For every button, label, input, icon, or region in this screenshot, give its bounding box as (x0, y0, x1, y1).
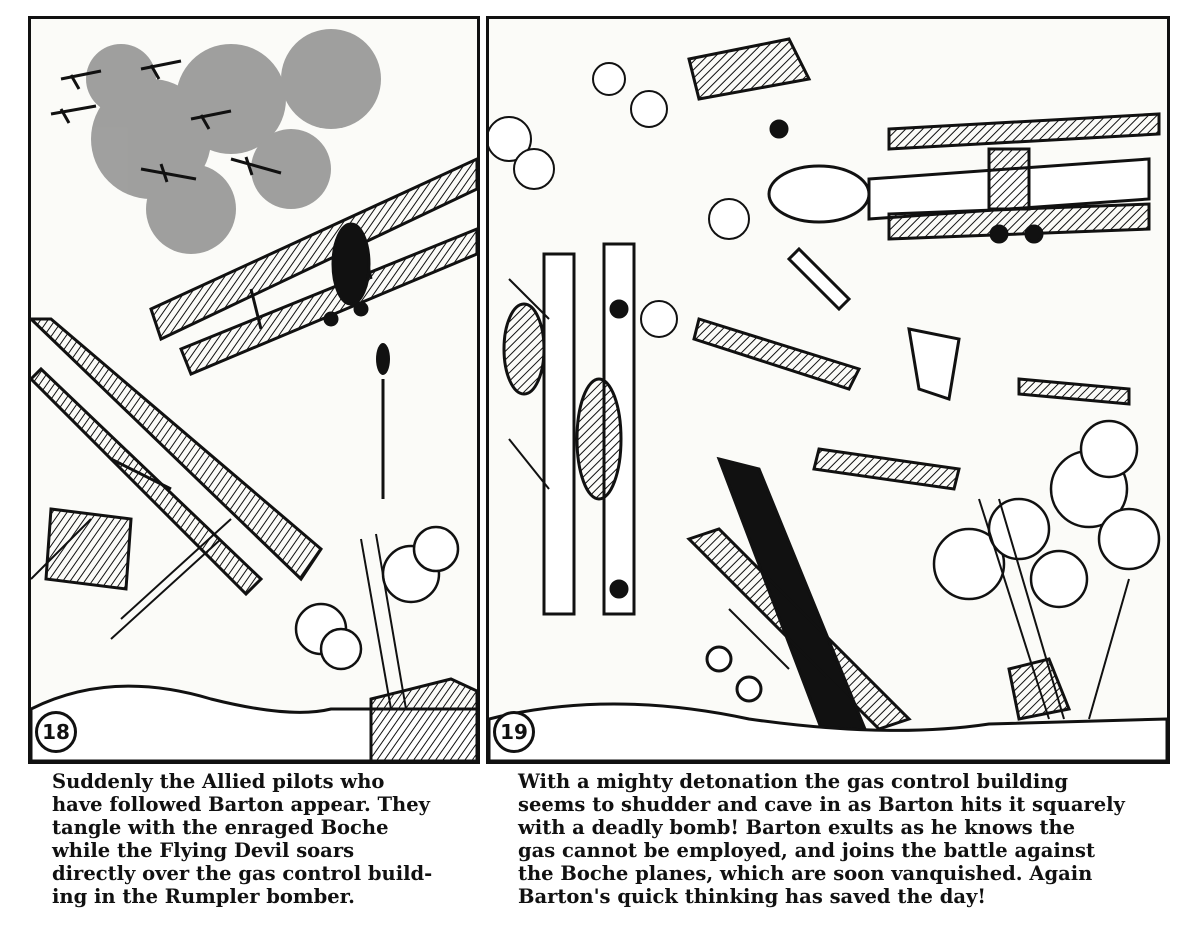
falling-plane-top (689, 39, 809, 137)
caption-line: seems to shudder and cave in as Barton hits it squarely (518, 793, 1125, 816)
caption-line: gas cannot be employed, and joins the battle against (518, 839, 1095, 862)
panel-number-badge: 18 (35, 711, 77, 753)
explosion-cloud (934, 421, 1159, 607)
caption-line: the Boche planes, which are soon vanquished. Again (518, 862, 1093, 885)
caption-line: with a deadly bomb! Barton exults as he knows the (518, 816, 1076, 839)
caption-line: while the Flying Devil soars (52, 839, 355, 862)
caption-line: Barton's quick thinking has saved the day! (518, 885, 986, 908)
dogfight-planes (694, 249, 1129, 489)
caption-line: directly over the gas control build- (52, 862, 433, 885)
panel-19-illustration (489, 19, 1167, 761)
diving-biplane (689, 459, 909, 749)
ground-hills (31, 679, 477, 761)
caption-panel-19 (518, 770, 1158, 908)
caption-panel-18 (52, 770, 472, 908)
vertical-biplane (504, 244, 634, 614)
panel-number-badge: 19 (493, 711, 535, 753)
caption-line: Suddenly the Allied pilots who (52, 770, 385, 793)
caption-line: tangle with the enraged Boche (52, 816, 389, 839)
comic-panel-18 (28, 16, 480, 764)
caption-line: With a mighty detonation the gas control building (518, 770, 1069, 793)
comic-panel-19 (486, 16, 1170, 764)
allied-biplane-large (769, 114, 1159, 242)
caption-line: have followed Barton appear. They (52, 793, 430, 816)
allied-biplane (31, 319, 321, 594)
panel-18-illustration (31, 19, 477, 761)
smoke-cloud (86, 29, 381, 254)
falling-bomb (376, 343, 390, 499)
caption-line: ing in the Rumpler bomber. (52, 885, 355, 908)
